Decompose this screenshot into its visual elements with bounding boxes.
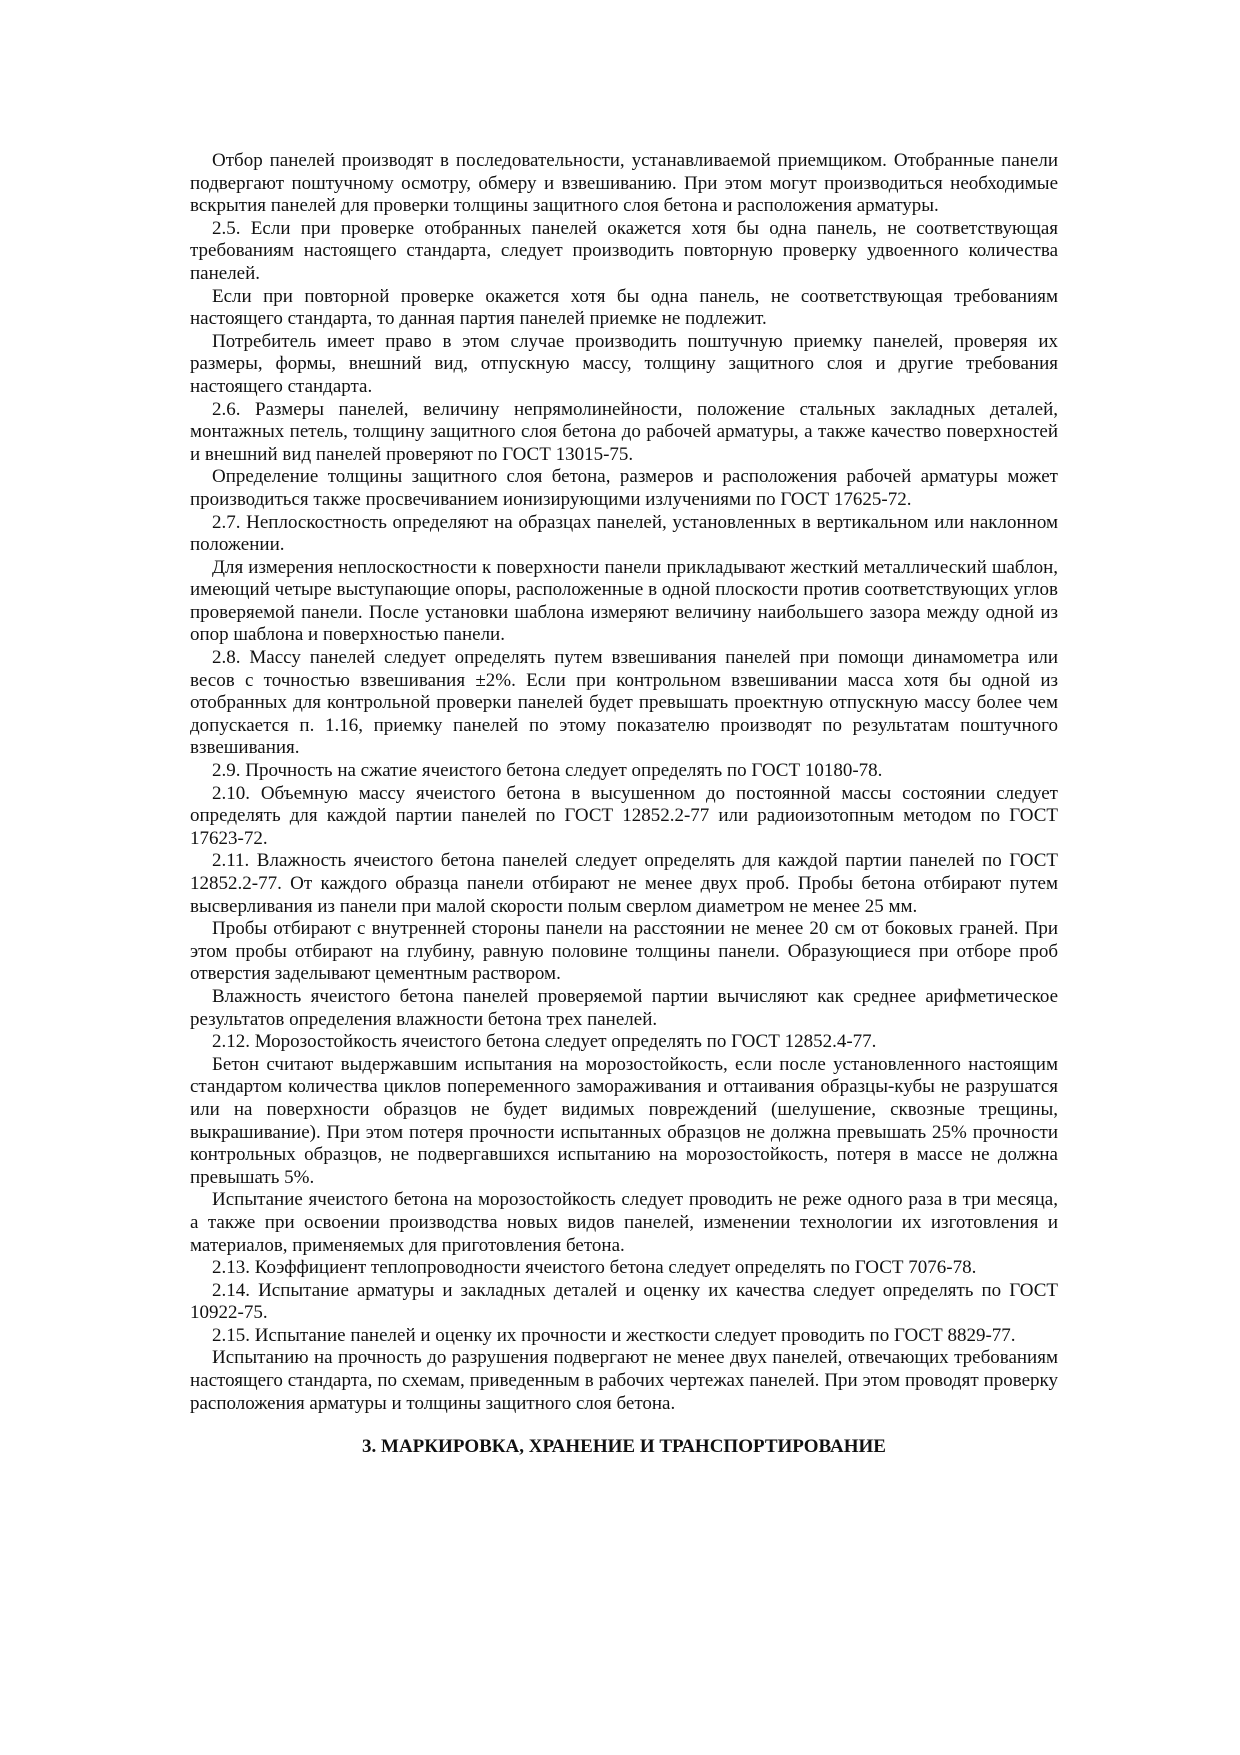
paragraph-2-15: 2.15. Испытание панелей и оценку их прочности и жесткости следует проводить по ГОСТ 8829-77.	[212, 1324, 1016, 1346]
paragraph-selection-order: Отбор панелей производят в последовательности, устанавливаемой приемщиком. Отобранные панели подвергают поштучному осмотру, обмеру и взвешиванию. При этом могут производиться необходимые вскрытия панелей для проверки толщины защитного слоя бетона и расположения арматуры.	[190, 150, 1058, 217]
paragraph-2-14: 2.14. Испытание арматуры и закладных деталей и оценку их качества следует определять по ГОСТ 10922-75.	[190, 1279, 1058, 1324]
paragraph-2-9: 2.9. Прочность на сжатие ячеистого бетона следует определять по ГОСТ 10180-78.	[212, 760, 883, 782]
paragraph-flatness-measure: Для измерения неплоскостности к поверхности панели прикладывают жесткий металлический шаблон, имеющий четыре выступающие опоры, расположенные в одной плоскости против соответствующих углов проверяемой панели. После установки шаблона измеряют величину наибольшего зазора между одной из опор шаблона и поверхностью панели.	[190, 556, 1058, 646]
paragraph-2-6: 2.6. Размеры панелей, величину непрямолинейности, положение стальных закладных деталей, монтажных петель, толщину защитного слоя бетона до рабочей арматуры, а также качество поверхностей и внешний вид панелей проверяют по ГОСТ 13015-75.	[190, 398, 1058, 465]
paragraph-2-10: 2.10. Объемную массу ячеистого бетона в высушенном до постоянной массы состоянии следует определять для каждой партии панелей по ГОСТ 12852.2-77 или радиоизотопным методом по ГОСТ 17623-72.	[190, 782, 1058, 849]
paragraph-samples: Пробы отбирают с внутренней стороны панели на расстоянии не менее 20 см от боковых граней. При этом пробы отбирают на глубину, равную половине толщины панели. Образующиеся при отборе проб отверстия заделывают цементным раствором.	[190, 918, 1058, 985]
paragraph-2-8: 2.8. Массу панелей следует определять путем взвешивания панелей при помощи динамометра или весов с точностью взвешивания ±2%. Если при контрольном взвешивании масса хотя бы одной из отобранных для контрольной проверки панелей будет превышать проектную отпускную массу более чем допускается п. 1.16, приемку панелей по этому показателю производят по результатам поштучного взвешивания.	[190, 647, 1058, 759]
paragraph-consumer-right: Потребитель имеет право в этом случае производить поштучную приемку панелей, проверяя их размеры, формы, внешний вид, отпускную массу, толщину защитного слоя и другие требования настоящего стандарта.	[190, 330, 1058, 397]
paragraph-strength-test: Испытанию на прочность до разрушения подвергают не менее двух панелей, отвечающих требованиям настоящего стандарта, по схемам, приведенным в рабочих чертежах панелей. При этом проводят проверку расположения арматуры и толщины защитного слоя бетона.	[190, 1347, 1058, 1414]
paragraph-2-12: 2.12. Морозостойкость ячеистого бетона следует определять по ГОСТ 12852.4-77.	[212, 1031, 877, 1053]
paragraph-frost-frequency: Испытание ячеистого бетона на морозостойкость следует проводить не реже одного раза в три месяца, а также при освоении производства новых видов панелей, изменении технологии их изготовления и материалов, применяемых для приготовления бетона.	[190, 1189, 1058, 1256]
section-heading: 3. МАРКИРОВКА, ХРАНЕНИЕ И ТРАНСПОРТИРОВАНИЕ	[362, 1436, 886, 1458]
paragraph-humidity: Влажность ячеистого бетона панелей проверяемой партии вычисляют как среднее арифметическое результатов определения влажности бетона трех панелей.	[190, 985, 1058, 1030]
paragraph-frost-criteria: Бетон считают выдержавшим испытания на морозостойкость, если после установленного настоящим стандартом количества циклов попеременного замораживания и оттаивания образцы-кубы не разрушатся или на поверхности образцов не будет видимых повреждений (шелушение, сквозные трещины, выкрашивание). При этом потеря прочности испытанных образцов не должна превышать 25% прочности контрольных образцов, не подвергавшихся испытанию на морозостойкость, потеря в массе не должна превышать 5%.	[190, 1053, 1058, 1188]
paragraph-2-13: 2.13. Коэффициент теплопроводности ячеистого бетона следует определять по ГОСТ 7076-78.	[212, 1257, 977, 1279]
paragraph-cover-thickness: Определение толщины защитного слоя бетона, размеров и расположения рабочей арматуры может производиться также просвечиванием ионизирующими излучениями по ГОСТ 17625-72.	[190, 466, 1058, 510]
paragraph-2-11: 2.11. Влажность ячеистого бетона панелей следует определять для каждой партии панелей по ГОСТ 12852.2-77. От каждого образца панели отбирают не менее двух проб. Пробы бетона отбирают путем высверливания из панели при малой скорости полым сверлом диаметром не менее 25 мм.	[190, 850, 1058, 917]
paragraph-2-5: 2.5. Если при проверке отобранных панелей окажется хотя бы одна панель, не соответствующая требованиям настоящего стандарта, следует производить повторную проверку удвоенного количества панелей.	[190, 217, 1058, 284]
paragraph-2-7: 2.7. Неплоскостность определяют на образцах панелей, установленных в вертикальном или наклонном положении.	[190, 511, 1058, 556]
paragraph-repeat-check: Если при повторной проверке окажется хотя бы одна панель, не соответствующая требованиям настоящего стандарта, то данная партия панелей приемке не подлежит.	[190, 285, 1058, 330]
document-page	[190, 150, 1058, 1459]
